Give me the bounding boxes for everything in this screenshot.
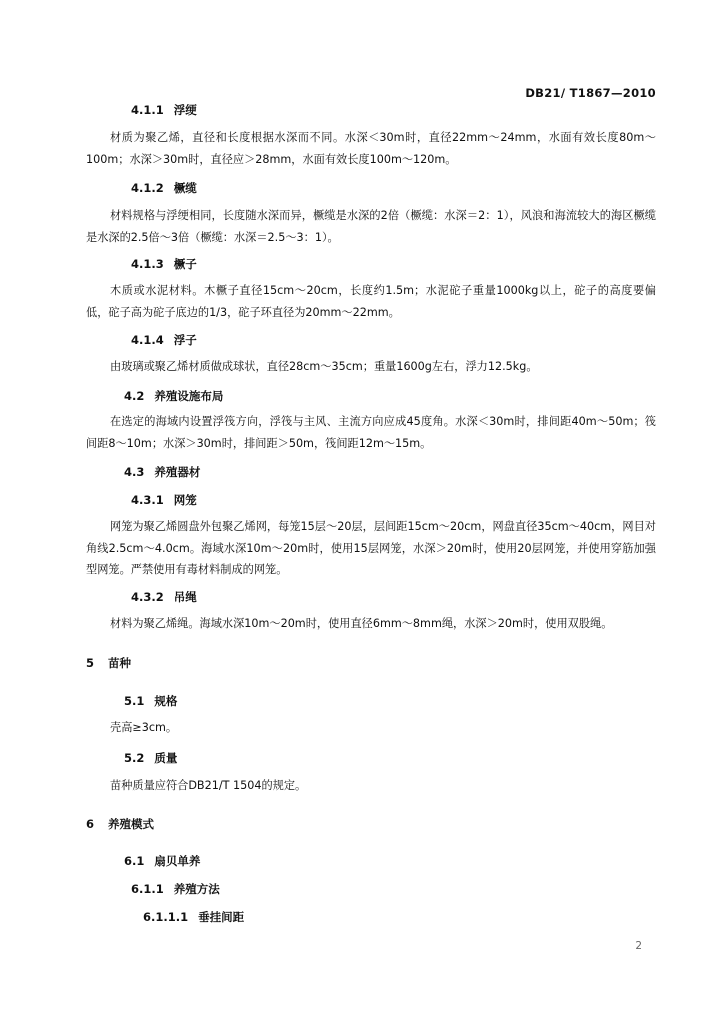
heading-title: 橛子: [173, 257, 197, 271]
paragraph-5-1: 壳高≥3cm。: [110, 721, 178, 734]
heading-6-1-1: [131, 881, 220, 897]
heading-title: 吊绳: [173, 590, 197, 604]
heading-title: 养殖设施布局: [154, 389, 224, 403]
paragraph-4-3-2: 材料为聚乙烯绳。海域水深10m～20m时，使用直径6mm～8mm绳，水深＞20m时，使用双股绳。: [110, 617, 613, 630]
heading-title: 浮绠: [173, 103, 197, 117]
heading-number: 6.1: [124, 854, 145, 868]
heading-title: 网笼: [173, 493, 197, 507]
heading-5: [86, 655, 131, 671]
heading-title: 质量: [154, 751, 178, 765]
heading-4-1-3: [131, 256, 197, 272]
heading-number: 4.1.4: [131, 333, 164, 347]
heading-4-1-2: [131, 180, 197, 196]
heading-title: 养殖模式: [108, 817, 155, 831]
heading-4-3-1: [131, 492, 197, 508]
heading-number: 4.3.1: [131, 493, 164, 507]
heading-number: 6.1.1: [131, 882, 164, 896]
heading-title: 浮子: [173, 333, 197, 347]
paragraph-4-1-3: 木质或水泥材料。木橛子直径15cm～20cm，长度约1.5m；水泥砣子重量1000kg以上，砣子的高度要偏低，砣子高为砣子底边的1/3，砣子环直径为20mm～22mm。: [86, 284, 656, 319]
heading-title: 养殖方法: [173, 882, 220, 896]
heading-number: 5.1: [124, 694, 145, 708]
heading-number: 6.1.1.1: [143, 910, 189, 924]
heading-number: 6: [86, 817, 95, 831]
heading-6: [86, 816, 154, 832]
heading-4-3: [124, 464, 200, 480]
heading-6-1: [124, 853, 200, 869]
paragraph-4-1-1: 材质为聚乙烯，直径和长度根据水深而不同。水深＜30m时，直径22mm～24mm，水面有效长度80m～100m；水深＞30m时，直径应＞28mm，水面有效长度100m～120m。: [86, 131, 656, 166]
heading-number: 5: [86, 656, 95, 670]
heading-4-2: [124, 388, 223, 404]
document-code: DB21/ T1867—2010: [525, 86, 656, 100]
heading-4-1-1: [131, 102, 197, 118]
heading-number: 4.3.2: [131, 590, 164, 604]
heading-4-1-4: [131, 332, 197, 348]
heading-title: 垂挂间距: [198, 910, 245, 924]
heading-title: 养殖器材: [154, 465, 201, 479]
paragraph-4-2: 在选定的海域内设置浮筏方向，浮筏与主风、主流方向应成45度角。水深＜30m时，排间距40m～50m；筏间距8～10m；水深＞30m时，排间距＞50m，筏间距12m～15m。: [86, 415, 656, 450]
heading-title: 橛缆: [173, 181, 197, 195]
heading-title: 规格: [154, 694, 178, 708]
heading-5-2: [124, 750, 177, 766]
heading-number: 4.3: [124, 465, 145, 479]
paragraph-4-1-4: 由玻璃或聚乙烯材质做成球状，直径28cm～35cm；重量1600g左右，浮力12.5kg。: [110, 360, 538, 373]
heading-number: 4.2: [124, 389, 145, 403]
heading-title: 苗种: [108, 656, 132, 670]
paragraph-4-1-2: 材料规格与浮绠相同，长度随水深而异，橛缆是水深的2倍（橛缆：水深＝2：1），风浪和海流较大的海区橛缆是水深的2.5倍～3倍（橛缆：水深＝2.5～3：1）。: [86, 209, 656, 244]
paragraph-5-2: 苗种质量应符合DB21/T 1504的规定。: [110, 779, 307, 792]
heading-title: 扇贝单养: [154, 854, 201, 868]
heading-number: 4.1.3: [131, 257, 164, 271]
heading-6-1-1-1: [143, 909, 244, 925]
heading-number: 4.1.1: [131, 103, 164, 117]
page-number: 2: [635, 940, 642, 952]
heading-5-1: [124, 693, 177, 709]
heading-number: 4.1.2: [131, 181, 164, 195]
heading-4-3-2: [131, 589, 197, 605]
heading-number: 5.2: [124, 751, 145, 765]
paragraph-4-3-1: 网笼为聚乙烯圆盘外包聚乙烯网，每笼15层～20层，层间距15cm～20cm，网盘直径35cm～40cm，网目对角线2.5cm～4.0cm。海域水深10m～20m时，使用15层网笼，水深＞20m时，使用20层网笼，并使用穿筋加强型网笼。严禁使用有毒材料制成的网笼。: [86, 520, 656, 576]
